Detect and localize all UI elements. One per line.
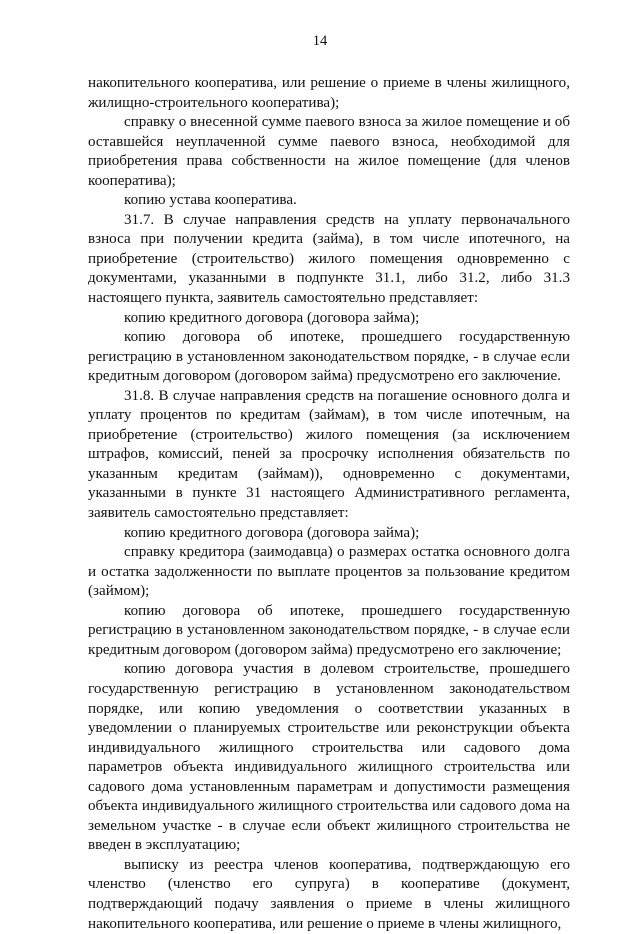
paragraph: копию кредитного договора (договора займа); [124,309,420,326]
paragraph: 31.7. В случае направления средств на уплату первоначального взноса при получении кредита (займа), в том числе ипотечного, на приобретение (строительство) жилого помещения одновременно с документами, указанными в подпункте 31.1, либо 31.2, либо 31.3 настоящего пункта, заявитель самостоятельно представляет: [88,211,570,307]
paragraph: 31.8. В случае направления средств на погашение основного долга и уплату процентов по кредитам (займам), в том числе ипотечным, на приобретение (строительство) жилого помещения (за исключением штрафов, комиссий, пеней за просрочку исполнения обязательств по указанным кредитам (займам)), одновременно с документами, указанными в пункте 31 настоящего Административного регламента, заявитель самостоятельно представляет: [88,387,570,522]
paragraph: справку кредитора (заимодавца) о размерах остатка основного долга и остатка задолженности по выплате процентов за пользование кредитом (займом); [88,544,570,600]
paragraph: накопительного кооператива, или решение о приеме в члены жилищного, жилищно-строительного кооператива); [88,75,570,111]
paragraph: копию устава кооператива. [124,192,297,209]
paragraph: копию договора об ипотеке, прошедшего государственную регистрацию в установленном законодательством порядке, - в случае если кредитным договором (договором займа) предусмотрено его заключение. [88,329,570,385]
paragraph: копию договора участия в долевом строительстве, прошедшего государственную регистрацию в установленном законодательством порядке, или копию уведомления о соответствии указанных в уведомлении о планируемых строительстве или реконструкции объекта индивидуального жилищного строительства или садового дома параметров объекта индивидуального жилищного строительства или садового дома установленным параметрам и допустимости размещения объекта индивидуального жилищного строительства или садового дома на земельном участке - в случае если объект жилищного строительства не введен в эксплуатацию; [88,661,570,854]
paragraph: копию кредитного договора (договора займа); [124,524,420,541]
document-body [88,74,570,934]
paragraph: выписку из реестра членов кооператива, подтверждающую его членство (членство его супруга) в кооперативе (документ, подтверждающий подачу заявления о приеме в члены жилищного накопительного кооператива, или решение о приеме в члены жилищного, [88,856,570,932]
paragraph: справку о внесенной сумме паевого взноса за жилое помещение и об оставшейся неуплаченной сумме паевого взноса, необходимой для приобретения права собственности на жилое помещение (для членов кооператива); [88,114,570,189]
page-number: 14 [312,33,328,49]
paragraph: копию договора об ипотеке, прошедшего государственную регистрацию в установленном законодательством порядке, - в случае если кредитным договором (договором займа) предусмотрено его заключение; [88,602,570,658]
